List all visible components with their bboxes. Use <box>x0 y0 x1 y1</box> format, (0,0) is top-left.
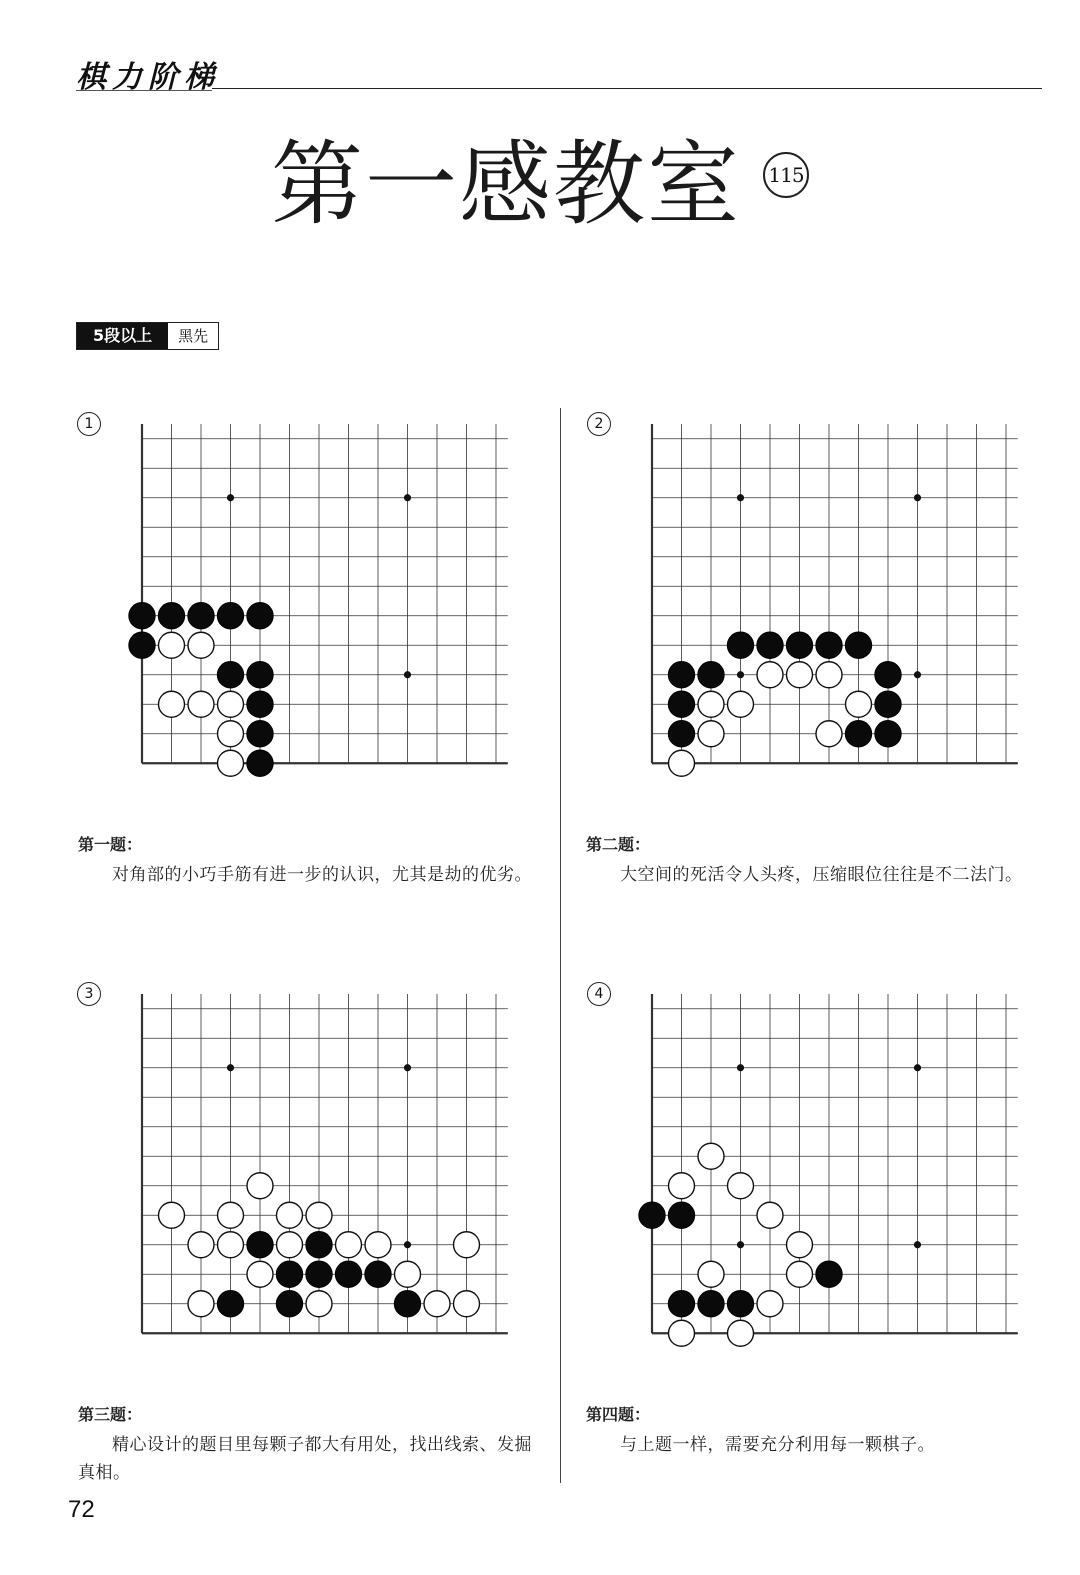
header-underline <box>76 90 212 91</box>
white-stone <box>757 1291 783 1317</box>
black-stone <box>188 603 214 629</box>
white-stone <box>247 1173 273 1199</box>
star-point <box>914 1241 921 1248</box>
black-stone <box>247 662 273 688</box>
white-stone <box>218 1232 244 1258</box>
caption-text: 精心设计的题目里每颗子都大有用处，找出线索、发掘真相。 <box>78 1435 532 1483</box>
black-stone <box>727 632 753 658</box>
black-stone <box>247 750 273 776</box>
level-rank: 5段以上 <box>77 323 168 349</box>
white-stone <box>159 632 185 658</box>
go-board-4 <box>622 970 1042 1340</box>
black-stone <box>668 721 694 747</box>
white-stone <box>757 662 783 688</box>
issue-number-badge: 115 <box>763 152 809 198</box>
white-stone <box>336 1232 362 1258</box>
star-point <box>227 1064 234 1071</box>
star-point <box>737 671 744 678</box>
black-stone <box>276 1261 302 1287</box>
column-divider <box>560 408 561 1483</box>
go-board-2 <box>622 400 1042 770</box>
white-stone <box>698 691 724 717</box>
black-stone <box>217 1291 243 1317</box>
star-point <box>737 494 744 501</box>
black-stone <box>247 1232 273 1258</box>
black-stone <box>639 1202 665 1228</box>
white-stone <box>669 750 695 776</box>
to-move-label: 黑先 <box>168 323 218 349</box>
caption-title: 第二题： <box>586 835 651 854</box>
white-stone <box>698 721 724 747</box>
go-board-1 <box>112 400 532 770</box>
caption-title: 第三题： <box>78 1405 143 1424</box>
caption-text: 与上题一样，需要充分利用每一颗棋子。 <box>620 1435 935 1455</box>
white-stone <box>454 1291 480 1317</box>
black-stone <box>875 691 901 717</box>
problem-number-2: 2 <box>587 412 611 436</box>
problem-caption-2 <box>586 832 1041 889</box>
page-title-text: 第一感教室 <box>270 131 741 238</box>
black-stone <box>306 1232 332 1258</box>
star-point <box>227 494 234 501</box>
caption-title: 第四题： <box>586 1405 651 1424</box>
black-stone <box>875 721 901 747</box>
star-point <box>914 671 921 678</box>
black-stone <box>668 1202 694 1228</box>
problem-caption-1 <box>78 832 533 889</box>
black-stone <box>247 691 273 717</box>
star-point <box>737 1064 744 1071</box>
white-stone <box>277 1202 303 1228</box>
white-stone <box>728 1320 754 1346</box>
white-stone <box>277 1232 303 1258</box>
white-stone <box>787 1261 813 1287</box>
white-stone <box>159 1202 185 1228</box>
black-stone <box>845 721 871 747</box>
black-stone <box>816 632 842 658</box>
white-stone <box>728 691 754 717</box>
star-point <box>914 494 921 501</box>
black-stone <box>129 603 155 629</box>
white-stone <box>787 662 813 688</box>
white-stone <box>816 662 842 688</box>
white-stone <box>188 1232 214 1258</box>
caption-title: 第一题： <box>78 835 143 854</box>
caption-text: 大空间的死活令人头疼，压缩眼位往往是不二法门。 <box>620 865 1023 885</box>
header-rule <box>212 88 1042 89</box>
black-stone <box>365 1261 391 1287</box>
page-number: 72 <box>68 1496 95 1523</box>
black-stone <box>217 662 243 688</box>
black-stone <box>129 632 155 658</box>
white-stone <box>757 1202 783 1228</box>
black-stone <box>158 603 184 629</box>
page-title <box>0 122 1080 238</box>
black-stone <box>335 1261 361 1287</box>
black-stone <box>845 632 871 658</box>
white-stone <box>365 1232 391 1258</box>
black-stone <box>698 1291 724 1317</box>
white-stone <box>698 1143 724 1169</box>
caption-text: 对角部的小巧手筋有进一步的认识，尤其是劫的优劣。 <box>112 865 532 885</box>
problem-caption-3 <box>78 1402 533 1487</box>
series-brand: 棋力阶梯 <box>76 60 220 95</box>
white-stone <box>669 1320 695 1346</box>
white-stone <box>787 1232 813 1258</box>
black-stone <box>217 603 243 629</box>
black-stone <box>786 632 812 658</box>
problem-number-4: 4 <box>587 982 611 1006</box>
problem-number-1: 1 <box>77 412 101 436</box>
black-stone <box>727 1291 753 1317</box>
black-stone <box>668 1291 694 1317</box>
white-stone <box>247 1261 273 1287</box>
problem-caption-4 <box>586 1402 1041 1459</box>
black-stone <box>276 1291 302 1317</box>
star-point <box>404 1241 411 1248</box>
white-stone <box>218 1202 244 1228</box>
white-stone <box>306 1291 332 1317</box>
black-stone <box>394 1291 420 1317</box>
white-stone <box>188 632 214 658</box>
white-stone <box>454 1232 480 1258</box>
white-stone <box>728 1173 754 1199</box>
star-point <box>737 1241 744 1248</box>
star-point <box>404 494 411 501</box>
star-point <box>914 1064 921 1071</box>
black-stone <box>668 662 694 688</box>
star-point <box>404 1064 411 1071</box>
black-stone <box>875 662 901 688</box>
level-tag <box>76 322 219 350</box>
white-stone <box>218 721 244 747</box>
white-stone <box>218 691 244 717</box>
black-stone <box>757 632 783 658</box>
white-stone <box>395 1261 421 1287</box>
black-stone <box>306 1261 332 1287</box>
white-stone <box>669 1173 695 1199</box>
white-stone <box>816 721 842 747</box>
black-stone <box>698 662 724 688</box>
white-stone <box>218 750 244 776</box>
problem-number-3: 3 <box>77 982 101 1006</box>
white-stone <box>188 1291 214 1317</box>
black-stone <box>816 1261 842 1287</box>
black-stone <box>247 721 273 747</box>
black-stone <box>247 603 273 629</box>
white-stone <box>846 691 872 717</box>
white-stone <box>424 1291 450 1317</box>
star-point <box>404 671 411 678</box>
white-stone <box>698 1261 724 1287</box>
go-board-3 <box>112 970 532 1340</box>
white-stone <box>306 1202 332 1228</box>
white-stone <box>188 691 214 717</box>
black-stone <box>668 691 694 717</box>
white-stone <box>159 691 185 717</box>
